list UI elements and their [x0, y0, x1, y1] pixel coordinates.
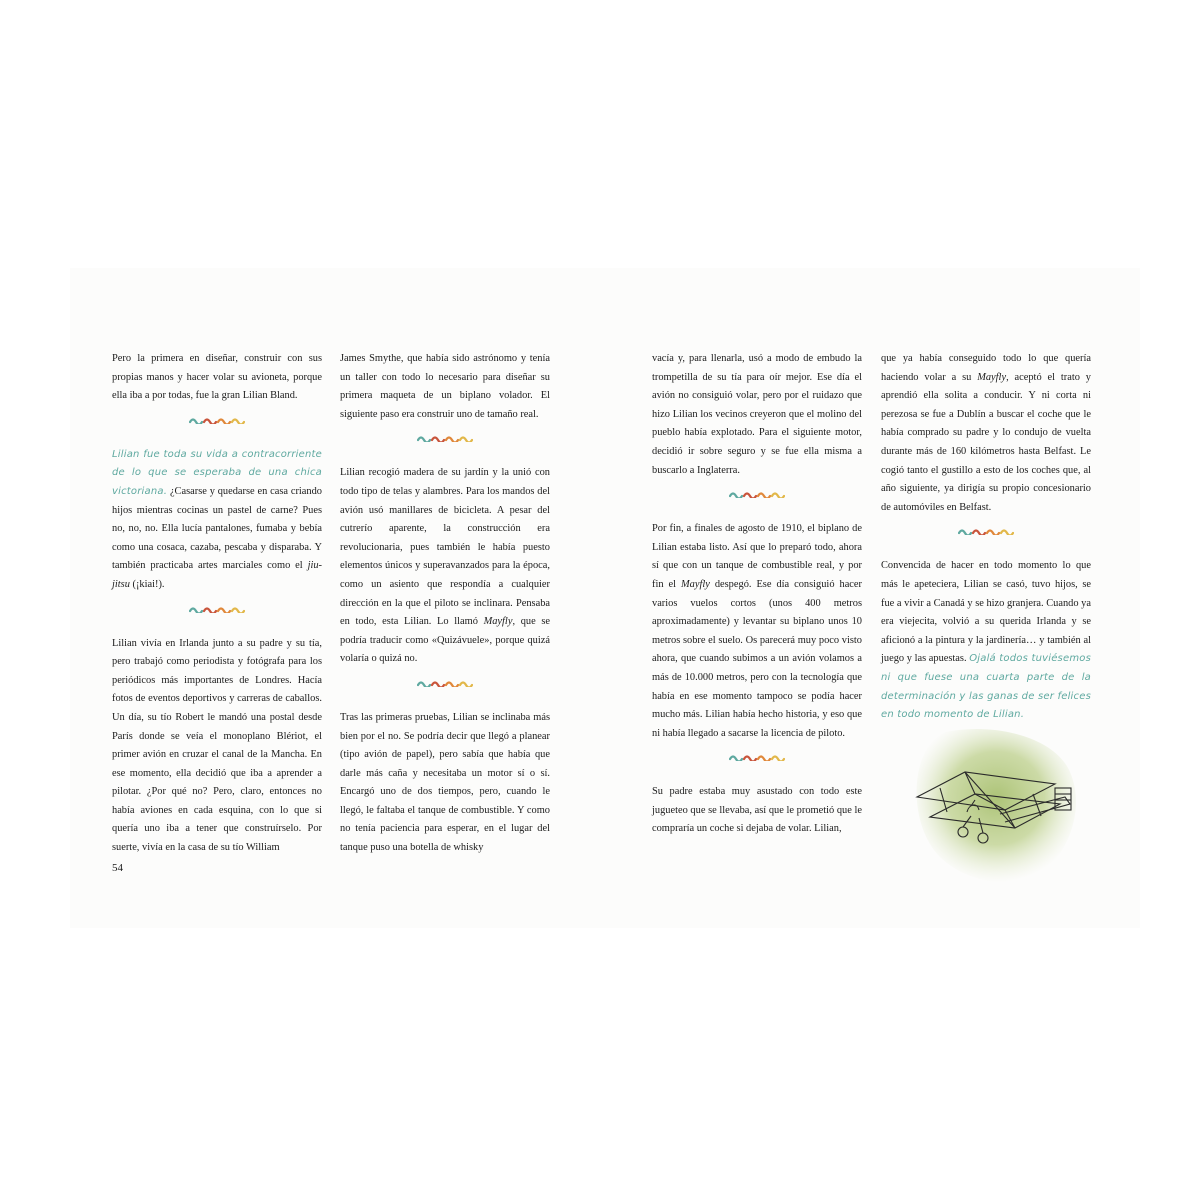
wave-divider-icon — [729, 490, 785, 498]
italic-term: Mayfly — [483, 616, 513, 628]
text-span: despegó. Ese día consiguió hacer varios vuelos cortos (unos 400 metros aproximadamente) y levantar su biplano unos 10 metros sobre el suelo. Os parecerá muy poco visto ahora, que cuando subimos a un avión volamos a más de 10.000 metros, pero con la tecnología que había en ese momento tampoco se podía hacer mucho más. Lilian había hecho historia, y eso que ni había llegado a sacarse la licencia de piloto. — [652, 578, 862, 739]
wave-divider-icon — [958, 527, 1014, 535]
column-4 — [881, 350, 1091, 725]
page-number: 54 — [112, 862, 123, 874]
text-span: Lilian recogió madera de su jardín y la unió con todo tipo de telas y alambres. Para los mandos del avión usó manillares de bicicleta. A pesar del cutrerío aparente, la construcción era revolucionaria, pues también le había puesto elementos únicos y superavanzados para la época, como un asiento que respondía a cualquier dirección en la que el piloto se inclinara. Pensaba en todo, esta Lilian. Lo llamó — [340, 467, 550, 628]
italic-term: Mayfly — [681, 578, 710, 590]
paragraph: Pero la primera en diseñar, construir con sus propias manos y hacer volar su avioneta, porque ella iba a por todas, fue la gran Lilian Bland. — [112, 353, 322, 402]
wave-divider-icon — [189, 605, 245, 613]
paragraph: vacía y, para llenarla, usó a modo de embudo la trompetilla de su tía para oír mejor. Ese día el avión no consiguió volar, pero por el ruidazo que hizo Lilian los vecinos creyeron que el molino del pueblo había explotado. Para el siguiente motor, decidió ir sobre seguro y se fue ella misma a buscarlo a Inglaterra. — [652, 353, 862, 476]
biplane-icon — [905, 722, 1085, 887]
text-span: , aceptó el trato y aprendió ella solita a conducir. Y ni corta ni perezosa se fue a Dublín a buscar el coche que le había comprado su padre y lo condujo de vuelta durante más de 160 kilómetros hasta Belfast. Le cogió tanto el gustillo a esto de los coches que, al año siguiente, ya dirigía su propio concesionario de automóviles en Belfast. — [881, 371, 1091, 513]
wave-divider-icon — [189, 416, 245, 424]
italic-term: jiu-jitsu — [112, 560, 322, 590]
handwritten-quote: Lilian fue toda su vida a contracorriente de lo que se esperaba de una chica victoriana. — [112, 448, 322, 497]
paragraph — [652, 520, 862, 743]
paragraph — [340, 464, 550, 669]
biplane-illustration — [905, 722, 1085, 887]
italic-term: Mayfly — [977, 371, 1007, 383]
text-span: , que se podría traducir como «Quizávuele», porque quizá volaría o quizá no. — [340, 616, 550, 665]
handwritten-quote: Ojalá todos tuviésemos ni que fuese una cuarta parte de la determinación y las ganas de ser felices en todo momento de Lilian. — [881, 653, 1091, 721]
text-span: (¡kiai!). — [129, 578, 165, 590]
text-span: Por fin, a finales de agosto de 1910, el biplano de Lilian estaba listo. Así que lo preparó todo, ahora sí que con un tanque de combustible real, y por fin el — [652, 523, 862, 590]
wave-divider-icon — [417, 679, 473, 687]
column-2 — [340, 350, 550, 858]
text-span: ¿Casarse y quedarse en casa criando hijos mientras cocinas un pastel de carne? Pues no, no, no. Ella lucía pantalones, fumaba y bebía como una cosaca, cazaba, pescaba y disparaba. Y también practicaba artes marciales como el — [112, 485, 322, 572]
paragraph: Lilian vivía en Irlanda junto a su padre y su tía, pero trabajó como periodista y fotógrafa para los periódicos más importantes de Londres. Hacía fotos de eventos deportivos y carreras de caballos. Un día, su tío Robert le mandó una postal desde París donde se veía el monoplano Blériot, el primer avión en cruzar el canal de la Mancha. En ese momento, ella decidió que iba a aprender a pilotar. ¿Por qué no? Pero, claro, entonces no había aviones en cada esquina, con lo que si quería uno iba a tener que construírselo. Por suerte, vivía en la casa de su tío William — [112, 637, 322, 854]
paragraph — [112, 446, 322, 595]
column-3 — [652, 350, 862, 839]
column-1 — [112, 350, 322, 858]
wave-divider-icon — [417, 434, 473, 442]
text-span: que ya había conseguido todo lo que quería haciendo volar a su — [881, 353, 1091, 383]
paragraph — [881, 350, 1091, 517]
paragraph: Tras las primeras pruebas, Lilian se inclinaba más bien por el no. Se podría decir que llegó a planear (tipo avión de papel), pero sabía que había que darle más caña y necesitaba un motor sí o sí. Encargó uno de dos tiempos, pero, cuando le llegó, le faltaba el tanque de combustible. Y como no tenía paciencia para esperar, en el lugar del tanque puso una botella de whisky — [340, 711, 550, 854]
text-span: Convencida de hacer en todo momento lo que más le apeteciera, Lilian se casó, tuvo hijos, se fue a vivir a Canadá y se hizo granjera. Cuando ya era viejecita, volvió a su querida Irlanda y se aficionó a la pintura y la jardinería… y también al juego y las apuestas. — [881, 560, 1091, 665]
paragraph: James Smythe, que había sido astrónomo y tenía un taller con todo lo necesario para diseñar su primera maqueta de un biplano volador. El siguiente paso era construir uno de tamaño real. — [340, 353, 550, 420]
wave-divider-icon — [729, 753, 785, 761]
paragraph: Su padre estaba muy asustado con todo este jugueteo que se llevaba, así que le prometió que le compraría un coche si dejaba de volar. Lilian, — [652, 786, 862, 835]
paragraph — [881, 557, 1091, 724]
